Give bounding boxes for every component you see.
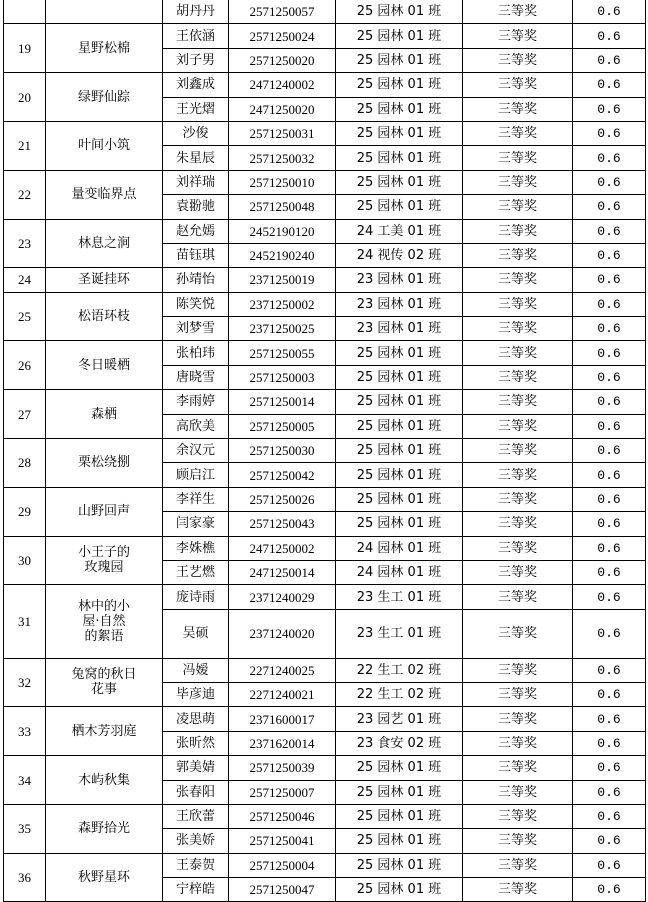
credit-score: 0.6 bbox=[573, 48, 646, 72]
class-name: 25 园林 01 班 bbox=[336, 0, 463, 24]
student-name: 唐晓雪 bbox=[163, 365, 229, 389]
student-id: 2571250047 bbox=[229, 878, 336, 902]
table-row bbox=[4, 658, 646, 682]
team-number: 32 bbox=[4, 658, 46, 707]
award-level: 三等奖 bbox=[463, 707, 573, 731]
student-id: 2571250055 bbox=[229, 341, 336, 365]
award-level: 三等奖 bbox=[463, 560, 573, 584]
credit-score: 0.6 bbox=[573, 609, 646, 658]
credit-score: 0.6 bbox=[573, 682, 646, 706]
team-name: 兔窝的秋日 花事 bbox=[46, 658, 163, 707]
student-name: 王光熠 bbox=[163, 97, 229, 121]
table-row bbox=[4, 170, 646, 194]
award-level: 三等奖 bbox=[463, 682, 573, 706]
team-number: 24 bbox=[4, 268, 46, 292]
team-name: 森栖 bbox=[46, 390, 163, 439]
team-name: 森野拾光 bbox=[46, 804, 163, 853]
student-name: 庞诗雨 bbox=[163, 585, 229, 609]
credit-score: 0.6 bbox=[573, 243, 646, 267]
student-name: 刘梦雪 bbox=[163, 317, 229, 341]
award-level: 三等奖 bbox=[463, 146, 573, 170]
award-level: 三等奖 bbox=[463, 365, 573, 389]
credit-score: 0.6 bbox=[573, 512, 646, 536]
class-name: 25 园林 01 班 bbox=[336, 804, 463, 828]
student-name: 王依涵 bbox=[163, 24, 229, 48]
class-name: 22 生工 02 班 bbox=[336, 682, 463, 706]
credit-score: 0.6 bbox=[573, 121, 646, 145]
credit-score: 0.6 bbox=[573, 707, 646, 731]
credit-score: 0.6 bbox=[573, 170, 646, 194]
team-name: 栗松绕捌 bbox=[46, 439, 163, 488]
table-row bbox=[4, 121, 646, 145]
student-id: 2571250030 bbox=[229, 439, 336, 463]
student-name: 闫家豪 bbox=[163, 512, 229, 536]
student-name: 刘祥瑞 bbox=[163, 170, 229, 194]
student-id: 2471250002 bbox=[229, 536, 336, 560]
class-name: 23 食安 02 班 bbox=[336, 731, 463, 755]
credit-score: 0.6 bbox=[573, 73, 646, 97]
credit-score: 0.6 bbox=[573, 0, 646, 24]
student-name: 王艺燃 bbox=[163, 560, 229, 584]
student-id: 2371250002 bbox=[229, 292, 336, 316]
team-number: 36 bbox=[4, 853, 46, 902]
award-level: 三等奖 bbox=[463, 73, 573, 97]
credit-score: 0.6 bbox=[573, 341, 646, 365]
student-id: 2452190120 bbox=[229, 219, 336, 243]
class-name: 22 生工 02 班 bbox=[336, 658, 463, 682]
student-id: 2571250024 bbox=[229, 24, 336, 48]
student-id: 2571250046 bbox=[229, 804, 336, 828]
credit-score: 0.6 bbox=[573, 756, 646, 780]
student-id: 2571250039 bbox=[229, 756, 336, 780]
student-name: 李雨婷 bbox=[163, 390, 229, 414]
credit-score: 0.6 bbox=[573, 146, 646, 170]
class-name: 25 园林 01 班 bbox=[336, 780, 463, 804]
team-name: 栖木芳羽庭 bbox=[46, 707, 163, 756]
class-name: 25 园林 01 班 bbox=[336, 146, 463, 170]
team-name: 冬日暖栖 bbox=[46, 341, 163, 390]
team-number: 21 bbox=[4, 121, 46, 170]
student-id: 2571250042 bbox=[229, 463, 336, 487]
table-row bbox=[4, 439, 646, 463]
student-name: 李姝樵 bbox=[163, 536, 229, 560]
team-number: 20 bbox=[4, 73, 46, 122]
award-level: 三等奖 bbox=[463, 439, 573, 463]
student-name: 凌思萌 bbox=[163, 707, 229, 731]
credit-score: 0.6 bbox=[573, 439, 646, 463]
student-name: 李祥生 bbox=[163, 487, 229, 511]
team-number: 29 bbox=[4, 487, 46, 536]
team-number: 25 bbox=[4, 292, 46, 341]
award-level: 三等奖 bbox=[463, 341, 573, 365]
student-name: 王泰贺 bbox=[163, 853, 229, 877]
award-level: 三等奖 bbox=[463, 463, 573, 487]
class-name: 24 视传 02 班 bbox=[336, 243, 463, 267]
team-number: 26 bbox=[4, 341, 46, 390]
student-name: 刘子男 bbox=[163, 48, 229, 72]
class-name: 25 园林 01 班 bbox=[336, 853, 463, 877]
student-name: 余汉元 bbox=[163, 439, 229, 463]
student-name: 苗钰琪 bbox=[163, 243, 229, 267]
credit-score: 0.6 bbox=[573, 804, 646, 828]
credit-score: 0.6 bbox=[573, 536, 646, 560]
table-row bbox=[4, 756, 646, 780]
class-name: 23 园林 01 班 bbox=[336, 317, 463, 341]
award-level: 三等奖 bbox=[463, 853, 573, 877]
class-name: 23 园林 01 班 bbox=[336, 268, 463, 292]
class-name: 25 园林 01 班 bbox=[336, 878, 463, 902]
class-name: 25 园林 01 班 bbox=[336, 756, 463, 780]
student-id: 2571250014 bbox=[229, 390, 336, 414]
award-level: 三等奖 bbox=[463, 170, 573, 194]
table-row bbox=[4, 487, 646, 511]
class-name: 25 园林 01 班 bbox=[336, 487, 463, 511]
award-level: 三等奖 bbox=[463, 243, 573, 267]
award-level: 三等奖 bbox=[463, 609, 573, 658]
team-number: 27 bbox=[4, 390, 46, 439]
student-name: 高欣美 bbox=[163, 414, 229, 438]
class-name: 24 工美 01 班 bbox=[336, 219, 463, 243]
class-name: 25 园林 01 班 bbox=[336, 73, 463, 97]
credit-score: 0.6 bbox=[573, 365, 646, 389]
credit-score: 0.6 bbox=[573, 195, 646, 219]
award-level: 三等奖 bbox=[463, 97, 573, 121]
student-name: 吴硕 bbox=[163, 609, 229, 658]
team-number: 35 bbox=[4, 804, 46, 853]
student-name: 赵允嫣 bbox=[163, 219, 229, 243]
class-name: 25 园林 01 班 bbox=[336, 48, 463, 72]
student-name: 张柏玮 bbox=[163, 341, 229, 365]
team-number: 31 bbox=[4, 585, 46, 658]
team-number: 34 bbox=[4, 756, 46, 805]
student-name: 郭美婧 bbox=[163, 756, 229, 780]
student-id: 2571250020 bbox=[229, 48, 336, 72]
award-level: 三等奖 bbox=[463, 756, 573, 780]
student-id: 2571250005 bbox=[229, 414, 336, 438]
student-id: 2571250031 bbox=[229, 121, 336, 145]
award-level: 三等奖 bbox=[463, 512, 573, 536]
student-name: 沙俊 bbox=[163, 121, 229, 145]
credit-score: 0.6 bbox=[573, 731, 646, 755]
student-id: 2371620014 bbox=[229, 731, 336, 755]
student-name: 胡丹丹 bbox=[163, 0, 229, 24]
student-name: 朱星辰 bbox=[163, 146, 229, 170]
class-name: 25 园林 01 班 bbox=[336, 414, 463, 438]
credit-score: 0.6 bbox=[573, 390, 646, 414]
team-name: 山野回声 bbox=[46, 487, 163, 536]
award-level: 三等奖 bbox=[463, 48, 573, 72]
table-row bbox=[4, 268, 646, 292]
credit-score: 0.6 bbox=[573, 317, 646, 341]
class-name: 25 园林 01 班 bbox=[336, 170, 463, 194]
credit-score: 0.6 bbox=[573, 853, 646, 877]
table-row bbox=[4, 219, 646, 243]
student-id: 2271240025 bbox=[229, 658, 336, 682]
award-level: 三等奖 bbox=[463, 24, 573, 48]
award-level: 三等奖 bbox=[463, 804, 573, 828]
team-number: 28 bbox=[4, 439, 46, 488]
student-name: 顾启江 bbox=[163, 463, 229, 487]
student-id: 2571250043 bbox=[229, 512, 336, 536]
table-row bbox=[4, 341, 646, 365]
student-id: 2471240002 bbox=[229, 73, 336, 97]
student-id: 2571250041 bbox=[229, 829, 336, 853]
team-number: 22 bbox=[4, 170, 46, 219]
team-name: 林息之涧 bbox=[46, 219, 163, 268]
student-id: 2471250020 bbox=[229, 97, 336, 121]
student-name: 陈笑悦 bbox=[163, 292, 229, 316]
credit-score: 0.6 bbox=[573, 829, 646, 853]
award-level: 三等奖 bbox=[463, 121, 573, 145]
team-name: 小王子的 玫瑰园 bbox=[46, 536, 163, 585]
table-row bbox=[4, 0, 646, 24]
team-name: 林中的小 屋·自然 的絮语 bbox=[46, 585, 163, 658]
team-name: 秋野星环 bbox=[46, 853, 163, 902]
class-name: 24 园林 01 班 bbox=[336, 536, 463, 560]
team-number: 30 bbox=[4, 536, 46, 585]
student-name: 毕彦迪 bbox=[163, 682, 229, 706]
team-name: 绿野仙踪 bbox=[46, 73, 163, 122]
table-row bbox=[4, 853, 646, 877]
award-level: 三等奖 bbox=[463, 658, 573, 682]
student-name: 宁梓皓 bbox=[163, 878, 229, 902]
student-id: 2452190240 bbox=[229, 243, 336, 267]
award-level: 三等奖 bbox=[463, 878, 573, 902]
class-name: 25 园林 01 班 bbox=[336, 121, 463, 145]
award-level: 三等奖 bbox=[463, 487, 573, 511]
class-name: 25 园林 01 班 bbox=[336, 97, 463, 121]
team-number: 19 bbox=[4, 24, 46, 73]
team-name: 叶间小筑 bbox=[46, 121, 163, 170]
class-name: 25 园林 01 班 bbox=[336, 512, 463, 536]
student-id: 2571250003 bbox=[229, 365, 336, 389]
credit-score: 0.6 bbox=[573, 878, 646, 902]
student-name: 刘鑫成 bbox=[163, 73, 229, 97]
credit-score: 0.6 bbox=[573, 219, 646, 243]
team-number: 23 bbox=[4, 219, 46, 268]
table-row bbox=[4, 390, 646, 414]
award-level: 三等奖 bbox=[463, 195, 573, 219]
student-name: 王欣蕾 bbox=[163, 804, 229, 828]
student-id: 2371240029 bbox=[229, 585, 336, 609]
class-name: 25 园林 01 班 bbox=[336, 390, 463, 414]
student-id: 2371250019 bbox=[229, 268, 336, 292]
award-level: 三等奖 bbox=[463, 219, 573, 243]
class-name: 25 园林 01 班 bbox=[336, 439, 463, 463]
team-name: 量变临界点 bbox=[46, 170, 163, 219]
student-id: 2571250048 bbox=[229, 195, 336, 219]
table-row bbox=[4, 707, 646, 731]
credit-score: 0.6 bbox=[573, 24, 646, 48]
team-name: 星野松棉 bbox=[46, 24, 163, 73]
table-row bbox=[4, 585, 646, 609]
awards-table-body bbox=[4, 0, 646, 902]
awards-table bbox=[3, 0, 646, 902]
credit-score: 0.6 bbox=[573, 658, 646, 682]
award-level: 三等奖 bbox=[463, 780, 573, 804]
student-name: 袁翂驰 bbox=[163, 195, 229, 219]
team-number: 33 bbox=[4, 707, 46, 756]
student-id: 2271240021 bbox=[229, 682, 336, 706]
student-id: 2571250057 bbox=[229, 0, 336, 24]
student-id: 2371240020 bbox=[229, 609, 336, 658]
award-level: 三等奖 bbox=[463, 268, 573, 292]
student-name: 张春阳 bbox=[163, 780, 229, 804]
class-name: 25 园林 01 班 bbox=[336, 341, 463, 365]
student-id: 2371600017 bbox=[229, 707, 336, 731]
credit-score: 0.6 bbox=[573, 414, 646, 438]
credit-score: 0.6 bbox=[573, 97, 646, 121]
credit-score: 0.6 bbox=[573, 292, 646, 316]
student-name: 冯嫒 bbox=[163, 658, 229, 682]
table-row bbox=[4, 292, 646, 316]
team-name: 木屿秋集 bbox=[46, 756, 163, 805]
student-name: 孙靖怡 bbox=[163, 268, 229, 292]
class-name: 23 生工 01 班 bbox=[336, 585, 463, 609]
class-name: 23 园林 01 班 bbox=[336, 292, 463, 316]
award-level: 三等奖 bbox=[463, 390, 573, 414]
student-id: 2371250025 bbox=[229, 317, 336, 341]
student-name: 张美娇 bbox=[163, 829, 229, 853]
award-level: 三等奖 bbox=[463, 317, 573, 341]
class-name: 24 园林 01 班 bbox=[336, 560, 463, 584]
student-id: 2471250014 bbox=[229, 560, 336, 584]
award-level: 三等奖 bbox=[463, 0, 573, 24]
credit-score: 0.6 bbox=[573, 487, 646, 511]
award-level: 三等奖 bbox=[463, 731, 573, 755]
team-name: 圣诞挂环 bbox=[46, 268, 163, 292]
student-id: 2571250010 bbox=[229, 170, 336, 194]
team-name bbox=[46, 0, 163, 24]
award-level: 三等奖 bbox=[463, 414, 573, 438]
award-level: 三等奖 bbox=[463, 585, 573, 609]
credit-score: 0.6 bbox=[573, 463, 646, 487]
class-name: 25 园林 01 班 bbox=[336, 463, 463, 487]
team-name: 松语环枝 bbox=[46, 292, 163, 341]
credit-score: 0.6 bbox=[573, 585, 646, 609]
credit-score: 0.6 bbox=[573, 268, 646, 292]
award-level: 三等奖 bbox=[463, 536, 573, 560]
team-number bbox=[4, 0, 46, 24]
table-row bbox=[4, 24, 646, 48]
student-id: 2571250007 bbox=[229, 780, 336, 804]
award-level: 三等奖 bbox=[463, 829, 573, 853]
class-name: 23 生工 01 班 bbox=[336, 609, 463, 658]
class-name: 23 园艺 01 班 bbox=[336, 707, 463, 731]
table-row bbox=[4, 804, 646, 828]
credit-score: 0.6 bbox=[573, 560, 646, 584]
class-name: 25 园林 01 班 bbox=[336, 24, 463, 48]
student-id: 2571250032 bbox=[229, 146, 336, 170]
class-name: 25 园林 01 班 bbox=[336, 195, 463, 219]
student-id: 2571250004 bbox=[229, 853, 336, 877]
award-level: 三等奖 bbox=[463, 292, 573, 316]
class-name: 25 园林 01 班 bbox=[336, 829, 463, 853]
table-row bbox=[4, 536, 646, 560]
class-name: 25 园林 01 班 bbox=[336, 365, 463, 389]
student-name: 张昕然 bbox=[163, 731, 229, 755]
table-row bbox=[4, 73, 646, 97]
student-id: 2571250026 bbox=[229, 487, 336, 511]
credit-score: 0.6 bbox=[573, 780, 646, 804]
